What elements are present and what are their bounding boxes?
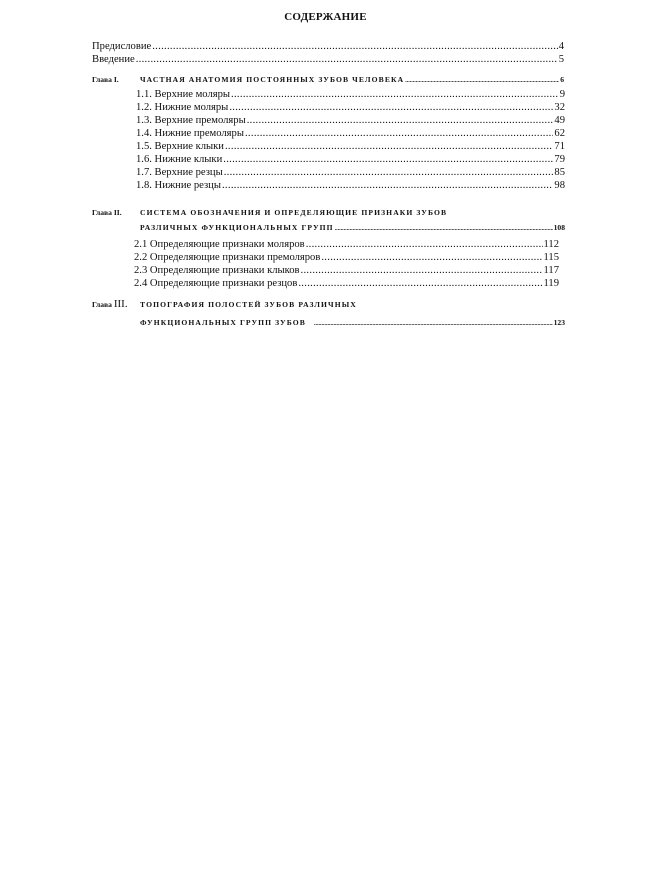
dot-leader xyxy=(298,277,542,290)
dot-leader xyxy=(245,127,553,140)
dot-leader xyxy=(225,140,553,153)
entry-label: 1.1. Верхние моляры xyxy=(136,89,231,100)
entry-page: 4 xyxy=(558,41,564,52)
page-title: СОДЕРЖАНИЕ xyxy=(284,11,367,23)
toc-entry[interactable] xyxy=(136,88,565,101)
toc-entry[interactable] xyxy=(136,140,565,153)
dot-leader xyxy=(301,264,543,277)
entry-label: Предисловие xyxy=(92,41,152,52)
chapter-page: 108 xyxy=(553,223,565,232)
entry-page: 115 xyxy=(543,252,559,263)
dot-leader xyxy=(136,53,558,66)
chapter-prefix xyxy=(92,298,140,311)
chapter-prefix: Глава I. xyxy=(92,75,119,84)
entry-page: 117 xyxy=(543,265,559,276)
entry-page: 5 xyxy=(558,54,564,65)
toc-entry-preface[interactable] xyxy=(92,40,564,53)
toc-entry[interactable] xyxy=(134,264,559,277)
chapter-title-line2: РАЗЛИЧНЫХ ФУНКЦИОНАЛЬНЫХ ГРУПП xyxy=(140,223,334,232)
dot-leader xyxy=(222,179,553,192)
entry-page: 32 xyxy=(554,102,565,113)
toc-entry[interactable] xyxy=(136,179,565,192)
entry-page: 9 xyxy=(559,89,565,100)
entry-label: 1.8. Нижние резцы xyxy=(136,180,221,191)
dot-leader xyxy=(314,316,553,331)
dot-leader xyxy=(321,251,542,264)
chapter-prefix-roman: III. xyxy=(113,298,128,310)
entry-label: 1.7. Верхние резцы xyxy=(136,167,223,178)
dot-leader xyxy=(223,153,553,166)
toc-chapter-2-heading[interactable] xyxy=(92,206,564,219)
entry-label: 1.5. Верхние клыки xyxy=(136,141,224,152)
entry-page: 49 xyxy=(554,115,565,126)
entry-label: 1.4. Нижние премоляры xyxy=(136,128,244,139)
entry-page: 79 xyxy=(554,154,565,165)
dot-leader xyxy=(229,101,553,114)
chapter-title-line2: ФУНКЦИОНАЛЬНЫХ ГРУПП ЗУБОВ xyxy=(140,318,306,327)
entry-label: Введение xyxy=(92,54,135,65)
dot-leader xyxy=(231,88,559,101)
chapter-title: ЧАСТНАЯ АНАТОМИЯ ПОСТОЯННЫХ ЗУБОВ ЧЕЛОВЕКА xyxy=(140,75,405,84)
chapter-title-line1: СИСТЕМА ОБОЗНАЧЕНИЯ И ОПРЕДЕЛЯЮЩИЕ ПРИЗНАКИ ЗУБОВ xyxy=(140,208,448,217)
toc-chapter-1[interactable] xyxy=(92,73,564,88)
dot-leader xyxy=(247,114,554,127)
dot-leader xyxy=(306,238,543,251)
toc-chapter-2[interactable] xyxy=(140,221,565,236)
dot-leader xyxy=(405,73,559,88)
dot-leader xyxy=(335,221,553,236)
chapter-prefix: Глава II. xyxy=(92,208,122,217)
toc-entry[interactable] xyxy=(136,166,565,179)
entry-label: 2.2 Определяющие признаки премоляров xyxy=(134,252,321,263)
entry-label: 1.3. Верхние премоляры xyxy=(136,115,246,126)
toc-entry[interactable] xyxy=(136,153,565,166)
entry-label: 1.2. Нижние моляры xyxy=(136,102,229,113)
dot-leader xyxy=(224,166,554,179)
entry-page: 112 xyxy=(543,239,559,250)
entry-label: 2.1 Определяющие признаки моляров xyxy=(134,239,305,250)
entry-page: 71 xyxy=(554,141,565,152)
entry-page: 98 xyxy=(554,180,565,191)
toc-entry[interactable] xyxy=(134,238,559,251)
entry-page: 62 xyxy=(554,128,565,139)
toc-chapter-3[interactable] xyxy=(140,316,565,331)
entry-page: 85 xyxy=(554,167,565,178)
entry-label: 2.3 Определяющие признаки клыков xyxy=(134,265,300,276)
toc-entry-introduction[interactable] xyxy=(92,53,564,66)
entry-label: 1.6. Нижние клыки xyxy=(136,154,223,165)
chapter-page: 6 xyxy=(560,75,564,84)
entry-page: 119 xyxy=(543,278,559,289)
toc-entry[interactable] xyxy=(136,127,565,140)
toc-entry[interactable] xyxy=(134,277,559,290)
toc-entry[interactable] xyxy=(136,114,565,127)
toc-entry[interactable] xyxy=(134,251,559,264)
entry-label: 2.4 Определяющие признаки резцов xyxy=(134,278,298,289)
toc-chapter-3-heading[interactable] xyxy=(92,298,564,311)
dot-leader xyxy=(152,40,557,53)
chapter-prefix-word: Глава xyxy=(92,300,112,309)
chapter-page: 123 xyxy=(553,318,565,327)
toc-entry[interactable] xyxy=(136,101,565,114)
chapter-title-line1: ТОПОГРАФИЯ ПОЛОСТЕЙ ЗУБОВ РАЗЛИЧНЫХ xyxy=(140,300,357,309)
